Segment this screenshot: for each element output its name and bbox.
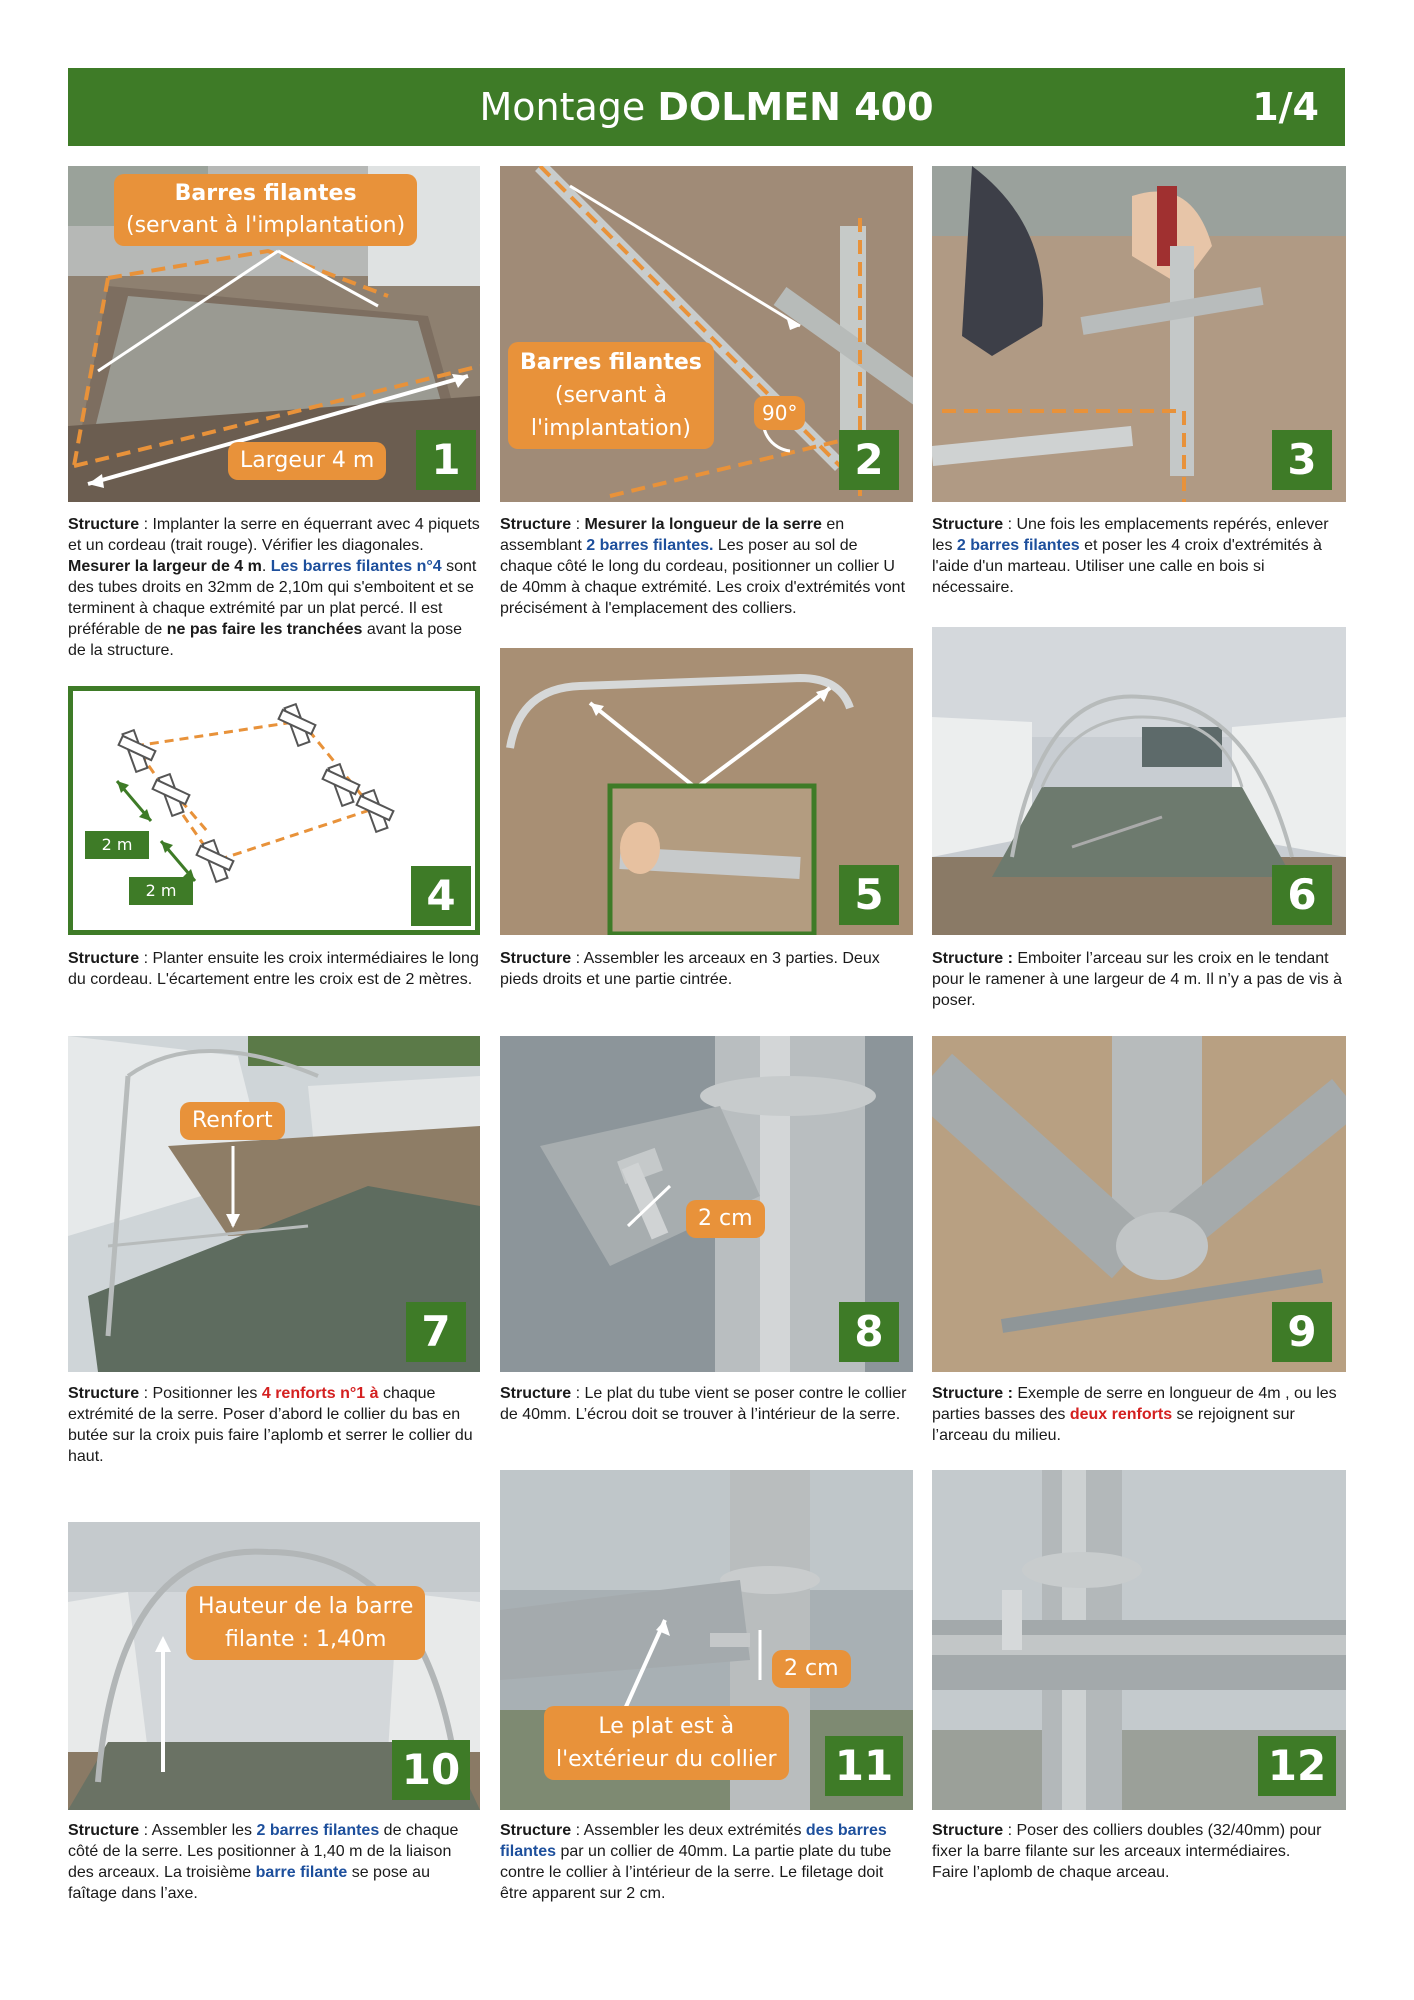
label-2cm: 2 cm: [772, 1650, 851, 1688]
label-plat: Le plat est à l'extérieur du collier: [544, 1706, 789, 1780]
photo-step-3: [932, 166, 1346, 502]
caption-step-11: Structure : Assembler les deux extrémités des barres filantes par un collier de 40mm. La partie plate du tube contre le collier à l’intérieur de la serre. Le filetage doit être apparent sur 2 cm.: [500, 1822, 892, 1902]
caption-step-7: Structure : Positionner les 4 renforts n°1 à chaque extrémité de la serre. Poser d’abord le collier du bas en butée sur la croix puis faire l’aplomb et serrer le collier du haut.: [68, 1385, 473, 1465]
caption-step-2: Structure : Mesurer la longueur de la serre en assemblant 2 barres filantes. Les poser au sol de chaque côté le long du cordeau, positionner un collier U de 40mm à chaque extrémité. Les croix d'extrémités vont précisément à l'emplacement des colliers.: [500, 516, 906, 617]
step-number: 9: [1272, 1302, 1332, 1362]
page-number: 1/4: [1252, 85, 1319, 129]
label-angle: 90°: [754, 396, 805, 430]
photo-step-6: [932, 627, 1346, 935]
step-number: 10: [392, 1740, 470, 1800]
step-number: 11: [825, 1736, 903, 1796]
photo-step-2: [500, 166, 913, 502]
distance-label: 2 m: [129, 877, 193, 905]
photo-step-9: [932, 1036, 1346, 1372]
photo-step-1: [68, 166, 480, 502]
photo-step-10: [68, 1522, 480, 1810]
label-renfort: Renfort: [180, 1102, 285, 1140]
label-2cm: 2 cm: [686, 1200, 765, 1238]
step-number: 3: [1272, 430, 1332, 490]
photo-step-12: [932, 1470, 1346, 1810]
caption-step-3: Structure : Une fois les emplacements repérés, enlever les 2 barres filantes et poser les 4 croix d'extrémités à l'aide d'un marteau. Utiliser une calle en bois si nécessaire.: [932, 516, 1329, 596]
caption-step-6: Structure : Emboiter l’arceau sur les croix en le tendant pour le ramener à une largeur de 4 m. Il n’y a pas de vis à poser.: [932, 950, 1342, 1009]
caption-step-12: Structure : Poser des colliers doubles (32/40mm) pour fixer la barre filante sur les arceaux intermédiaires. Faire l’aplomb de chaque arceau.: [932, 1822, 1322, 1881]
label-barres-filantes: Barres filantes (servant à l'implantation): [114, 174, 417, 246]
step-number: 12: [1258, 1736, 1336, 1796]
step-number: 8: [839, 1302, 899, 1362]
photo-step-11: [500, 1470, 913, 1810]
label-largeur: Largeur 4 m: [228, 442, 386, 480]
step-number: 2: [839, 430, 899, 490]
photo-step-8: [500, 1036, 913, 1372]
diagram-step-4: [68, 686, 480, 935]
step-number: 6: [1272, 865, 1332, 925]
step-number: 5: [839, 865, 899, 925]
photo-step-5: [500, 648, 913, 935]
step-number: 7: [406, 1302, 466, 1362]
step-number: 1: [416, 430, 476, 490]
caption-step-5: Structure : Assembler les arceaux en 3 parties. Deux pieds droits et une partie cintrée.: [500, 950, 880, 988]
caption-step-9: Structure : Exemple de serre en longueur de 4m , ou les parties basses des deux renforts se rejoignent sur l’arceau du milieu.: [932, 1385, 1337, 1444]
caption-step-4: Structure : Planter ensuite les croix intermédiaires le long du cordeau. L'écartement entre les croix est de 2 mètres.: [68, 950, 479, 988]
label-barres-filantes: Barres filantes (servant à l'implantation): [508, 342, 714, 449]
photo-step-7: [68, 1036, 480, 1372]
step-number: 4: [411, 866, 471, 926]
caption-step-10: Structure : Assembler les 2 barres filantes de chaque côté de la serre. Les positionner à 1,40 m de la liaison des arceaux. La troisième barre filante se pose au faîtage dans l’axe.: [68, 1822, 459, 1902]
caption-step-1: Structure : Implanter la serre en équerrant avec 4 piquets et un cordeau (trait rouge). Vérifier les diagonales. Mesurer la largeur de 4 m. Les barres filantes n°4 sont des tubes droits en 32mm de 2,10m qui s'emboitent et se terminent à chaque extrémité par un plat percé. Il est préférable de ne pas faire les tranchées avant la pose de la structure.: [68, 516, 480, 659]
caption-step-8: Structure : Le plat du tube vient se poser contre le collier de 40mm. L’écrou doit se trouver à l’intérieur de la serre.: [500, 1385, 907, 1423]
distance-label: 2 m: [85, 831, 149, 859]
page-header: [68, 68, 1345, 146]
label-hauteur: Hauteur de la barre filante : 1,40m: [186, 1586, 425, 1660]
page-title: Montage DOLMEN 400: [479, 85, 934, 129]
